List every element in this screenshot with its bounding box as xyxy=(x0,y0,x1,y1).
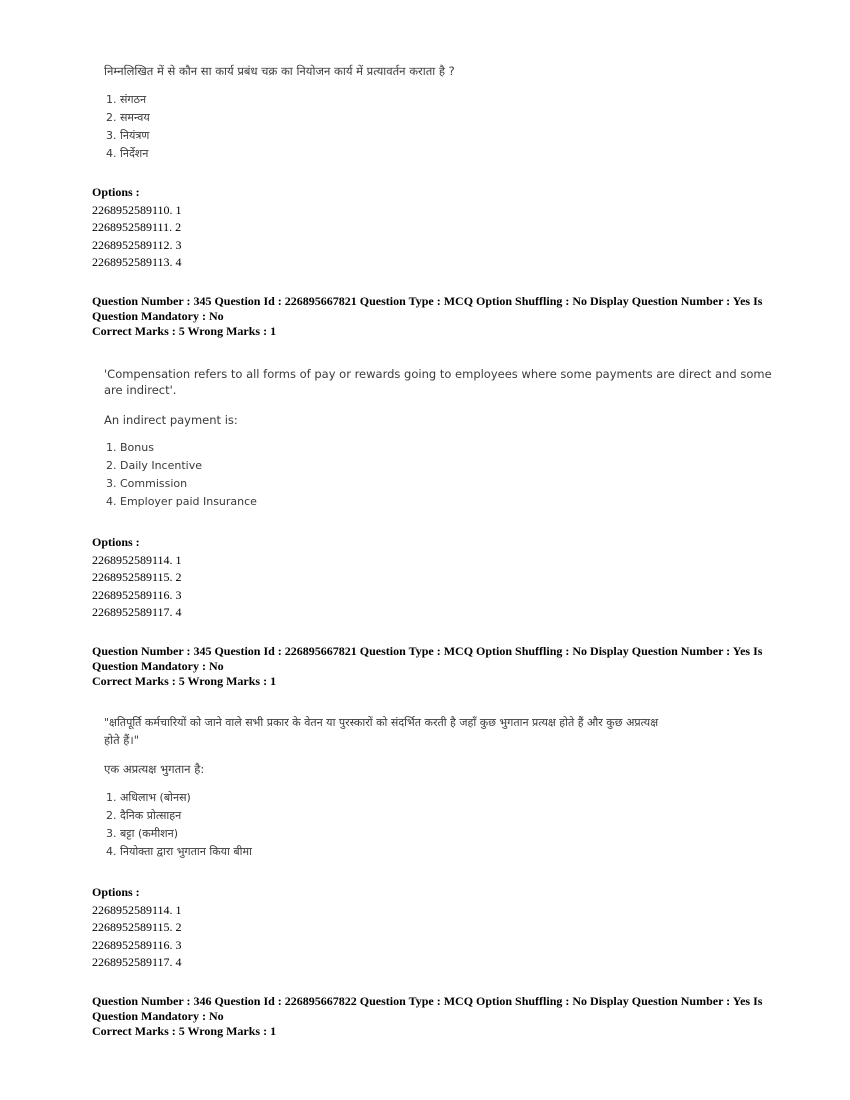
question-hindi-2 xyxy=(104,715,824,861)
meta-line: Question Mandatory : No xyxy=(92,308,224,323)
choice-item: 1. अधिलाभ (बोनस) xyxy=(106,791,191,804)
choice-item: 1. संगठन xyxy=(106,93,147,106)
choice-item: 3. Commission xyxy=(106,477,188,490)
question-meta-345a xyxy=(92,294,792,339)
option-id: 2268952589116. 3 xyxy=(92,587,182,602)
choice-item: 2. Daily Incentive xyxy=(106,459,202,472)
quote-line: 'Compensation refers to all forms of pay or rewards going to employees where some payments are direct and some xyxy=(104,367,772,381)
quote-line: होते हैं।" xyxy=(104,733,140,747)
option-id: 2268952589117. 4 xyxy=(92,605,182,620)
meta-line: Question Number : 346 Question Id : 226895667822 Question Type : MCQ Option Shuffling : No Display Question Number : Yes Is xyxy=(92,994,763,1008)
meta-line: Question Mandatory : No xyxy=(92,1008,224,1023)
question-stem: निम्नलिखित में से कौन सा कार्य प्रबंध चक्र का नियोजन कार्य में प्रत्यावर्तन कराता है ? xyxy=(104,64,455,78)
options-block-3 xyxy=(92,884,182,972)
quote-line: "क्षतिपूर्ति कर्मचारियों को जाने वाले सभी प्रकार के वेतन या पुरस्कारों को संदर्भित करती है जहाँ कुछ भुगतान प्रत्यक्ष होते हैं और कुछ अप्रत्यक्ष xyxy=(104,716,659,729)
meta-line: Question Number : 345 Question Id : 226895667821 Question Type : MCQ Option Shuffling : No Display Question Number : Yes Is xyxy=(92,294,763,308)
marks-line: Correct Marks : 5 Wrong Marks : 1 xyxy=(92,674,277,688)
choice-item: 4. नियोक्ता द्वारा भुगतान किया बीमा xyxy=(106,845,252,858)
options-block-1 xyxy=(92,184,182,272)
choice-list xyxy=(106,789,824,861)
meta-line: Question Mandatory : No xyxy=(92,658,224,673)
option-id: 2268952589112. 3 xyxy=(92,237,182,252)
option-id: 2268952589117. 4 xyxy=(92,955,182,970)
choice-item: 4. निर्देशन xyxy=(106,147,149,160)
option-id: 2268952589116. 3 xyxy=(92,937,182,952)
option-id: 2268952589115. 2 xyxy=(92,570,182,585)
question-prompt: An indirect payment is: xyxy=(104,413,238,427)
question-prompt: एक अप्रत्यक्ष भुगतान है: xyxy=(104,762,205,776)
marks-line: Correct Marks : 5 Wrong Marks : 1 xyxy=(92,324,277,338)
question-meta-345b xyxy=(92,644,792,689)
choice-item: 2. समन्वय xyxy=(106,111,150,124)
choice-item: 3. नियंत्रण xyxy=(106,129,150,142)
option-id: 2268952589114. 1 xyxy=(92,902,182,917)
choice-item: 2. दैनिक प्रोत्साहन xyxy=(106,809,182,822)
options-block-2 xyxy=(92,534,182,622)
options-heading: Options : xyxy=(92,885,140,899)
choice-list xyxy=(106,439,804,511)
marks-line: Correct Marks : 5 Wrong Marks : 1 xyxy=(92,1024,277,1038)
option-id: 2268952589115. 2 xyxy=(92,920,182,935)
options-heading: Options : xyxy=(92,535,140,549)
meta-line: Question Number : 345 Question Id : 226895667821 Question Type : MCQ Option Shuffling : No Display Question Number : Yes Is xyxy=(92,644,763,658)
question-hindi-1 xyxy=(104,64,804,163)
choice-item: 4. Employer paid Insurance xyxy=(106,495,257,508)
option-id: 2268952589111. 2 xyxy=(92,220,182,235)
option-id: 2268952589110. 1 xyxy=(92,202,182,217)
options-heading: Options : xyxy=(92,185,140,199)
choice-list xyxy=(106,91,804,163)
option-id: 2268952589113. 4 xyxy=(92,255,182,270)
question-english xyxy=(104,367,804,511)
choice-item: 1. Bonus xyxy=(106,441,154,454)
quote-line: are indirect'. xyxy=(104,383,177,397)
choice-item: 3. बट्टा (कमीशन) xyxy=(106,827,179,840)
option-id: 2268952589114. 1 xyxy=(92,552,182,567)
question-meta-346 xyxy=(92,994,792,1039)
